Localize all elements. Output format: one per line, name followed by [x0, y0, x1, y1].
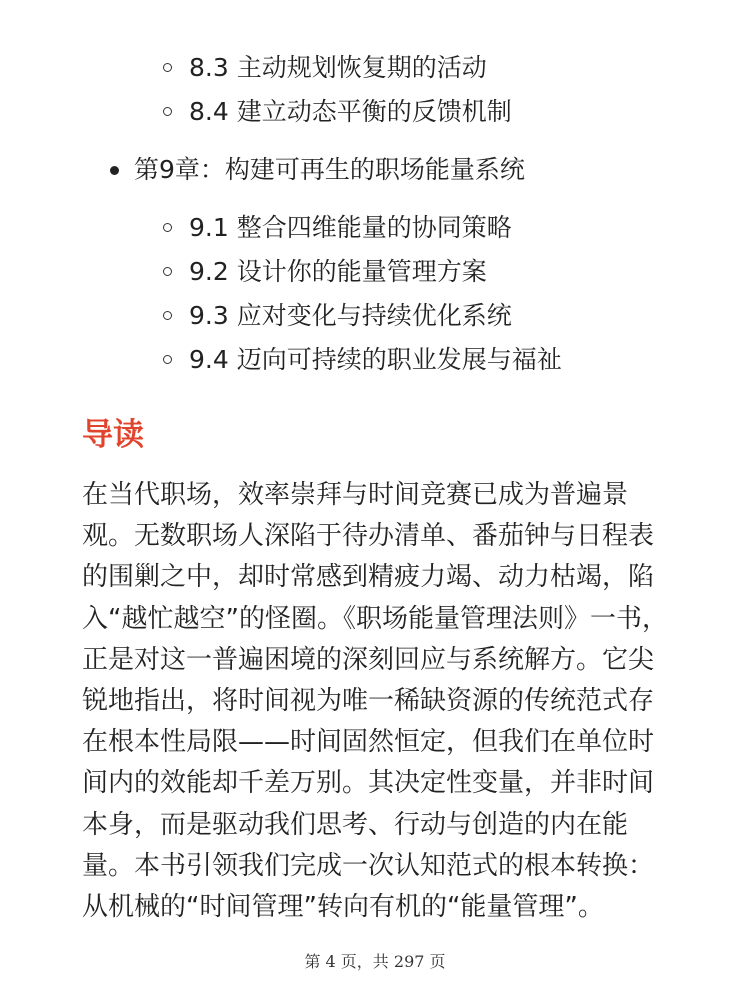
section-heading: 导读: [82, 417, 144, 453]
toc-item-label: 9.1 整合四维能量的协同策略: [189, 213, 512, 242]
toc-item-9-4: [0, 338, 750, 382]
toc-item-8-3: [0, 46, 750, 90]
toc-item-label: 9.3 应对变化与持续优化系统: [189, 301, 512, 330]
table-of-contents: [0, 46, 750, 382]
hollow-bullet-icon: [163, 223, 172, 232]
toc-item-9-2: [0, 250, 750, 294]
hollow-bullet-icon: [163, 63, 172, 72]
toc-chapter-9: [0, 148, 750, 192]
intro-paragraph: 在当代职场，效率崇拜与时间竞赛已成为普遍景观。无数职场人深陷于待办清单、番茄钟与日程表的围剿之中，却时常感到精疲力竭、动力枯竭，陷入“越忙越空”的怪圈。《职场能量管理法则》一书，正是对这一普遍困境的深刻回应与系统解方。它尖锐地指出，将时间视为唯一稀缺资源的传统范式存在根本性局限——时间固然恒定，但我们在单位时间内的效能却千差万别。其决定性变量，并非时间本身，而是驱动我们思考、行动与创造的内在能量。本书引领我们完成一次认知范式的根本转换：从机械的“时间管理”转向有机的“能量管理”。: [82, 480, 668, 923]
toc-item-label: 9.4 迈向可持续的职业发展与福祉: [189, 345, 562, 374]
toc-item-9-1: [0, 206, 750, 250]
toc-item-label: 8.4 建立动态平衡的反馈机制: [189, 97, 512, 126]
toc-item-9-3: [0, 294, 750, 338]
toc-chapter-title: 第9章：构建可再生的职场能量系统: [134, 155, 525, 184]
page-number: 第 4 页，共 297 页: [304, 952, 446, 971]
hollow-bullet-icon: [163, 355, 172, 364]
toc-item-label: 9.2 设计你的能量管理方案: [189, 257, 487, 286]
hollow-bullet-icon: [163, 311, 172, 320]
filled-bullet-icon: [110, 166, 119, 175]
hollow-bullet-icon: [163, 267, 172, 276]
toc-item-8-4: [0, 90, 750, 134]
toc-item-label: 8.3 主动规划恢复期的活动: [189, 53, 487, 82]
hollow-bullet-icon: [163, 107, 172, 116]
